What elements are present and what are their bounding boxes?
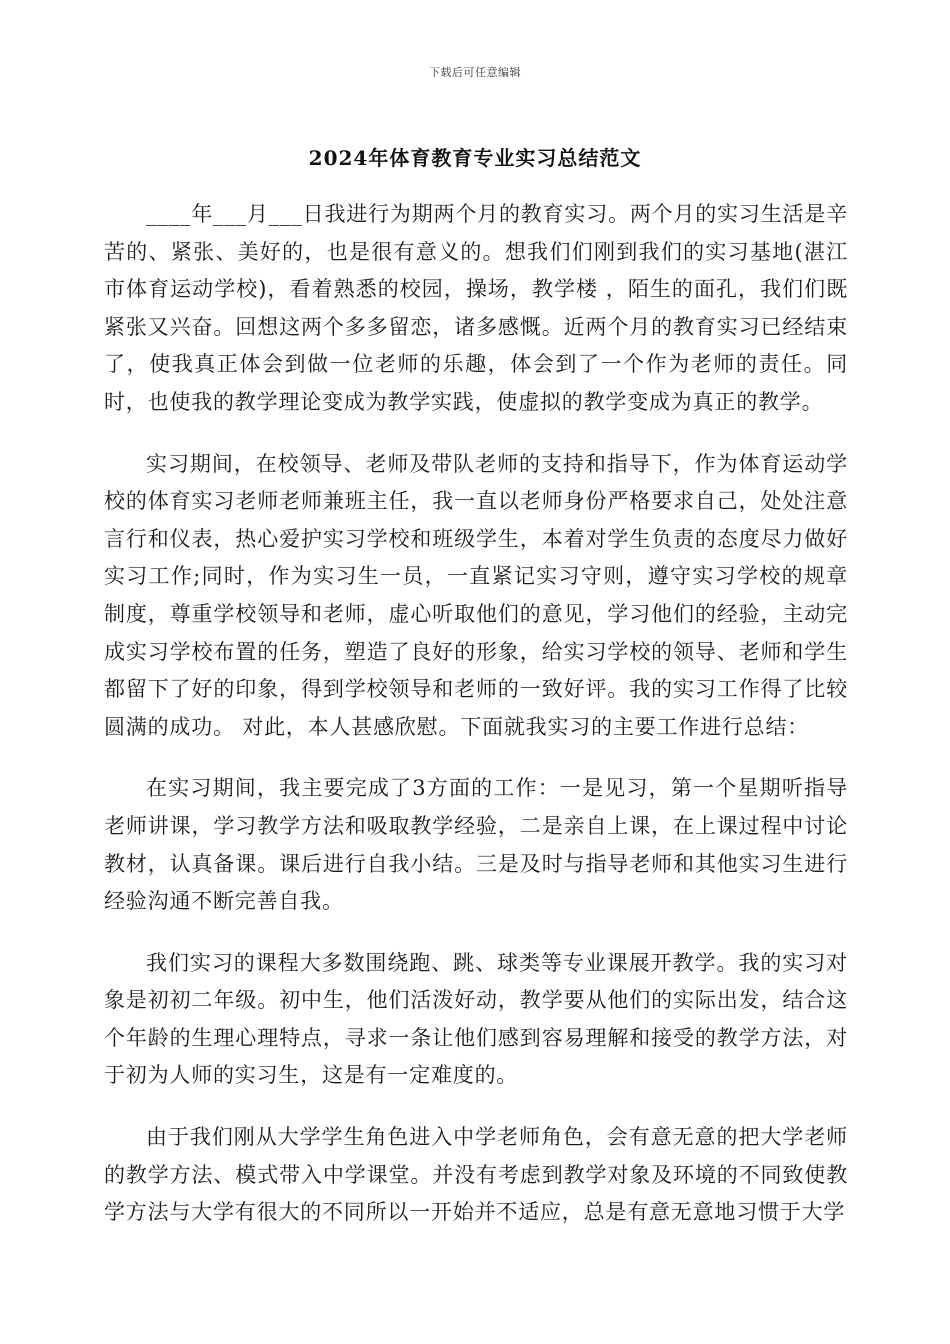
- paragraph: 实习期间，在校领导、老师及带队老师的支持和指导下，作为体育运动学校的体育实习老师老师兼班主任，我一直以老师身份严格要求自己，处处注意言行和仪表，热心爱护实习学校和班级学生，本着对学生负责的态度尽力做好实习工作;同时，作为实习生一员，一直紧记实习守则，遵守实习学校的规章制度，尊重学校领导和老师，虚心听取他们的意见，学习他们的经验，主动完成实习学校布置的任务，塑造了良好的形象，给实习学校的领导、老师和学生都留下了好的印象，得到学校领导和老师的一致好评。我的实习工作得了比较圆满的成功。 对此，本人甚感欣慰。下面就我实习的主要工作进行总结：: [104, 451, 848, 739]
- paragraph: 我们实习的课程大多数围绕跑、跳、球类等专业课展开教学。我的实习对象是初初二年级。初中生，他们活泼好动，教学要从他们的实际出发，结合这个年龄的生理心理特点，寻求一条让他们感到容易理解和接受的教学方法，对于初为人师的实习生，这是有一定难度的。: [104, 950, 848, 1088]
- document-title: 2024年体育教育专业实习总结范文: [308, 146, 642, 170]
- paragraph: 在实习期间，我主要完成了3方面的工作：一是见习，第一个星期听指导老师讲课，学习教学方法和吸取教学经验，二是亲自上课，在上课过程中讨论教材，认真备课。课后进行自我小结。三是及时与指导老师和其他实习生进行经验沟通不断完善自我。: [104, 776, 848, 914]
- document-body: [104, 196, 848, 1256]
- paragraph: ____年___月___日我进行为期两个月的教育实习。两个月的实习生活是辛苦的、紧张、美好的，也是很有意义的。想我们们刚到我们的实习基地(湛江市体育运动学校)，看着熟悉的校园，操场，教学楼 ，陌生的面孔，我们们既紧张又兴奋。回想这两个多多留恋，诸多感慨。近两个月的教育实习已经结束了，使我真正体会到做一位老师的乐趣，体会到了一个作为老师的责任。同时，也使我的教学理论变成为教学实践，使虚拟的教学变成为真正的教学。: [104, 202, 848, 414]
- header-note: 下载后可任意编辑: [429, 66, 521, 79]
- paragraph: 由于我们刚从大学学生角色进入中学老师角色，会有意无意的把大学老师的教学方法、模式带入中学课堂。并没有考虑到教学对象及环境的不同致使教学方法与大学有很大的不同所以一开始并不适应，总是有意无意地习惯于大学: [104, 1125, 848, 1225]
